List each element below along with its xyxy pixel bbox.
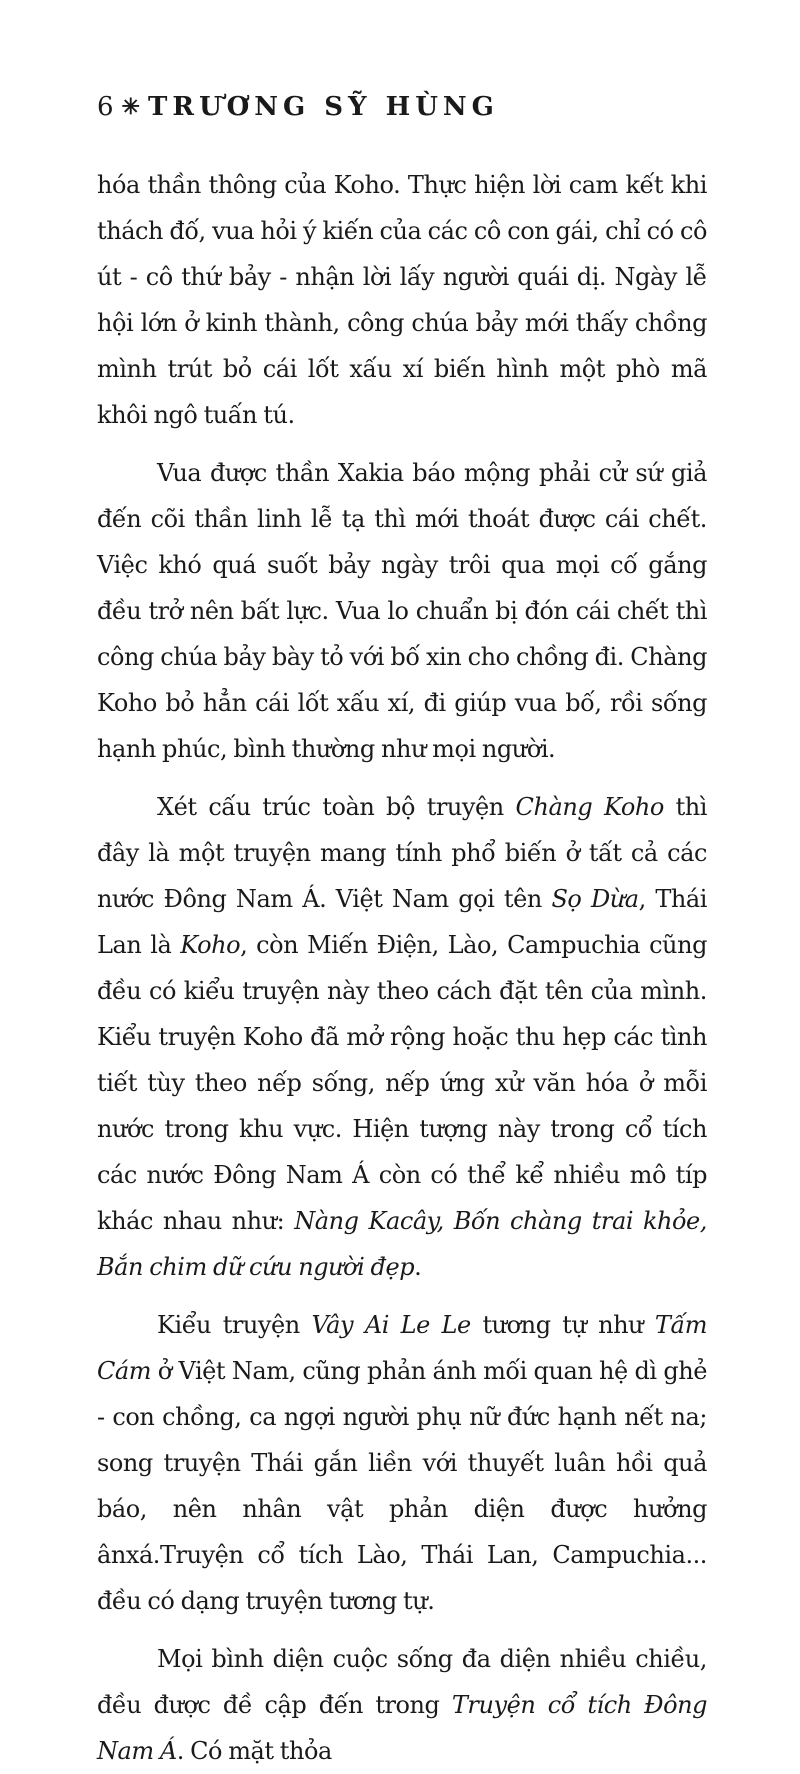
text-run: Kiểu truyện xyxy=(157,1311,312,1339)
text-run: Mọi bình diện cuộc sống đa diện nhiều chiều, đều được đề cập đến trong xyxy=(97,1645,707,1719)
page-body xyxy=(97,162,707,1774)
text-run: , còn Miến Điện, Lào, Campuchia cũng đều có kiểu truyện này theo cách đặt tên của mình. Kiểu truyện Koho đã mở rộng hoặc thu hẹp các tình tiết tùy theo nếp sống, nếp ứng xử văn hóa ở mỗi nước trong khu vực. Hiện tượng này trong cổ tích các nước Đông Nam Á còn có thể kể nhiều mô típ khác nhau như: xyxy=(97,931,707,1235)
paragraph-2: Vua được thần Xakia báo mộng phải cử sứ giả đến cõi thần linh lễ tạ thì mới thoát được cái chết. Việc khó quá suốt bảy ngày trôi qua mọi cố gắng đều trở nên bất lực. Vua lo chuẩn bị đón cái chết thì công chúa bảy bày tỏ với bố xin cho chồng đi. Chàng Koho bỏ hẳn cái lốt xấu xí, đi giúp vua bố, rồi sống hạnh phúc, bình thường như mọi người. xyxy=(97,459,707,763)
italic-title: Vây Ai Le Le xyxy=(311,1311,471,1339)
text-run: Xét cấu trúc toàn bộ truyện xyxy=(157,793,516,821)
italic-title: Nàng Kacây, Bốn chàng trai khỏe, Bắn chim dữ cứu người đẹp xyxy=(97,1207,707,1281)
paragraph-4 xyxy=(97,1302,707,1624)
text-run: tương tự như xyxy=(470,1311,655,1339)
page-number: 6 xyxy=(97,92,114,122)
italic-title: Chàng Koho xyxy=(515,793,664,821)
italic-title: Koho xyxy=(180,931,241,959)
italic-title: Tấm Cám xyxy=(97,1311,708,1385)
author-name: TRƯƠNG SỸ HÙNG xyxy=(147,92,499,122)
paragraph-3 xyxy=(97,784,707,1290)
text-run: , Thái Lan là xyxy=(97,885,708,959)
italic-title: Truyện cổ tích Đông Nam Á xyxy=(97,1691,707,1765)
text-run: . Có mặt thỏa xyxy=(176,1737,332,1765)
paragraph-5 xyxy=(97,1636,707,1774)
running-header xyxy=(97,92,499,122)
text-run: ở Việt Nam, cũng phản ánh mối quan hệ dì ghẻ - con chồng, ca ngợi người phụ nữ đức hạnh nết na; song truyện Thái gắn liền với thuyết luân hồi quả báo, nên nhân vật phản diện được hưởng ânxá.Truyện cổ tích Lào, Thái Lan, Campuchia... đều có dạng truyện tương tự. xyxy=(97,1357,707,1615)
paragraph-1: hóa thần thông của Koho. Thực hiện lời cam kết khi thách đố, vua hỏi ý kiến của các cô con gái, chỉ có cô út - cô thứ bảy - nhận lời lấy người quái dị. Ngày lễ hội lớn ở kinh thành, công chúa bảy mới thấy chồng mình trút bỏ cái lốt xấu xí biến hình một phò mã khôi ngô tuấn tú. xyxy=(97,171,707,429)
italic-title: Sọ Dừa xyxy=(551,885,639,913)
text-run: thì đây là một truyện mang tính phổ biến ở tất cả các nước Đông Nam Á. Việt Nam gọi tên xyxy=(97,793,707,913)
text-run: . xyxy=(414,1253,422,1281)
asterisk-ornament-icon: ✳ xyxy=(121,94,140,120)
